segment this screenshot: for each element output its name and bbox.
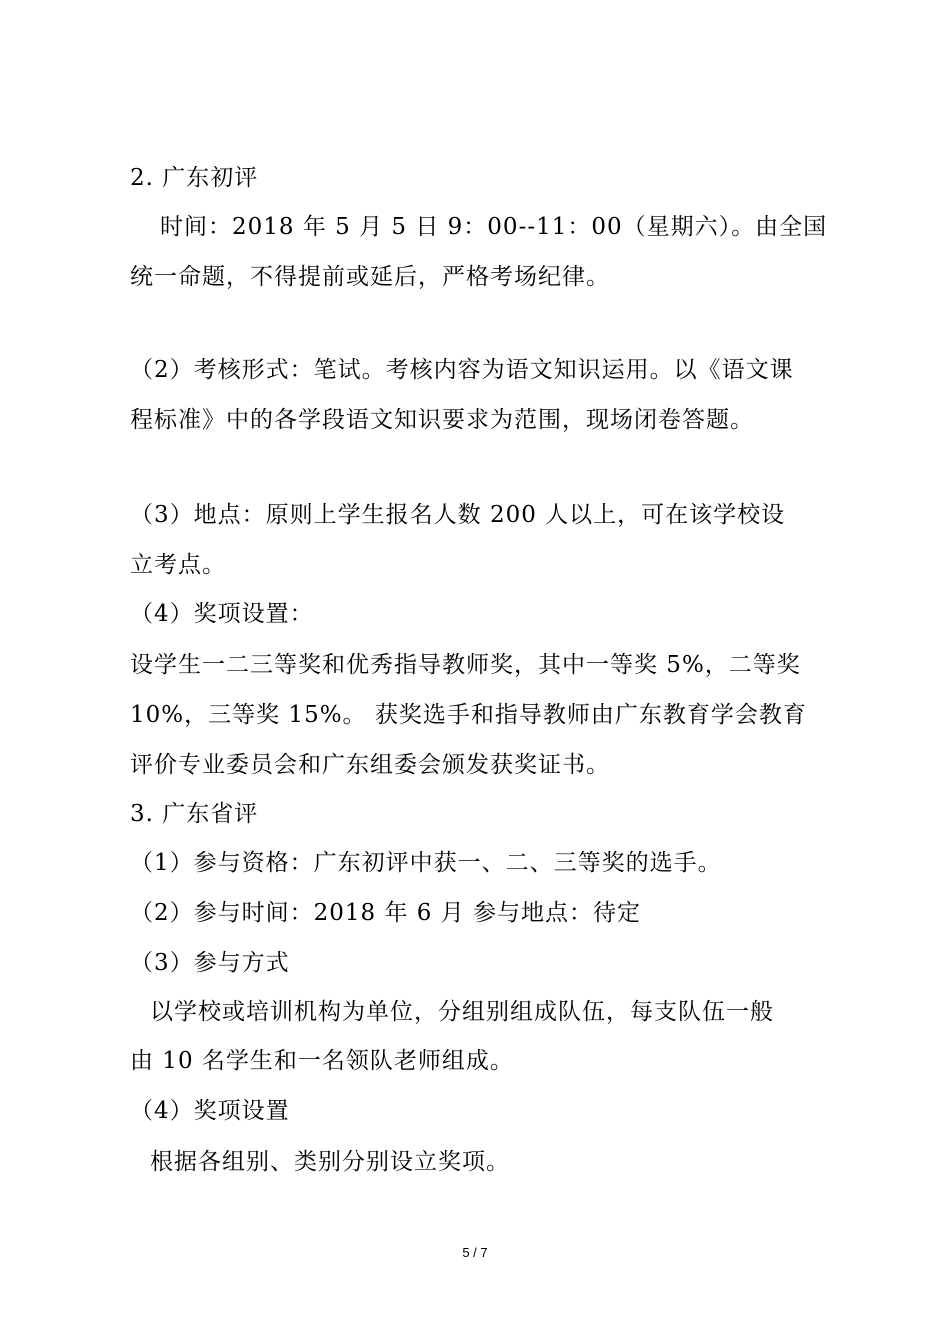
section-3-heading: 3. 广东省评 — [130, 801, 259, 827]
time-place-line: （2）参与时间：2018 年 6 月 参与地点：待定 — [130, 900, 642, 926]
section-2-heading: 2. 广东初评 — [130, 165, 259, 191]
awards-line-1: 设学生一二三等奖和优秀指导教师奖，其中一等奖 5%，二等奖 — [130, 652, 801, 678]
exam-form-line-2: 程标准》中的各学段语文知识要求为范围，现场闭卷答题。 — [130, 407, 754, 433]
exam-location-line-2: 立考点。 — [130, 552, 226, 578]
eligibility-line: （1）参与资格：广东初评中获一、二、三等奖的选手。 — [130, 850, 722, 876]
method-line-1: 以学校或培训机构为单位，分组别组成队伍，每支队伍一般 — [150, 999, 774, 1025]
awards-line-3: 评价专业委员会和广东组委会颁发获奖证书。 — [130, 752, 610, 778]
exam-form-line-1: （2）考核形式：笔试。考核内容为语文知识运用。以《语文课 — [130, 357, 794, 383]
awards-line-2: 10%，三等奖 15%。 获奖选手和指导教师由广东教育学会教育 — [130, 702, 807, 728]
provincial-awards-heading: （4）奖项设置 — [130, 1098, 290, 1124]
exam-location-line-1: （3）地点：原则上学生报名人数 200 人以上，可在该学校设 — [130, 502, 786, 528]
method-line-2: 由 10 名学生和一名领队老师组成。 — [130, 1048, 514, 1074]
exam-time-line-2: 统一命题，不得提前或延后，严格考场纪律。 — [130, 264, 610, 290]
page-number: 5 / 7 — [462, 1245, 488, 1260]
awards-heading: （4）奖项设置： — [130, 601, 314, 627]
method-heading: （3）参与方式 — [130, 950, 290, 976]
provincial-awards-line: 根据各组别、类别分别设立奖项。 — [150, 1149, 510, 1175]
exam-time-line-1: 时间：2018 年 5 月 5 日 9：00--11：00（星期六）。由全国 — [160, 214, 828, 240]
